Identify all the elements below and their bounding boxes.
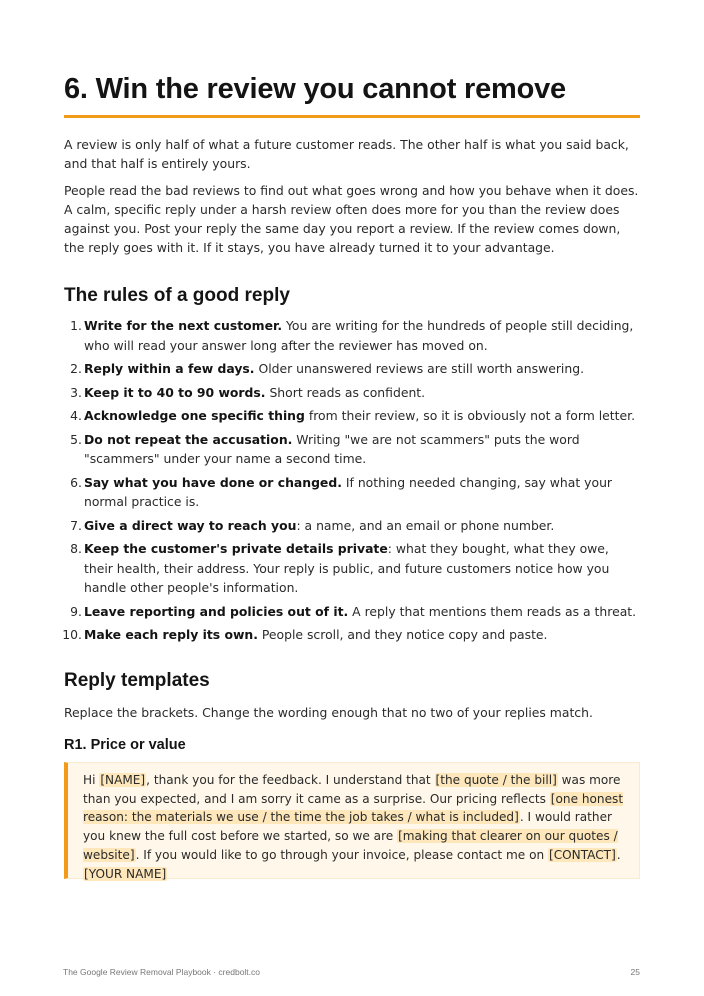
rule-number: 6. — [70, 474, 82, 490]
rule-body-text: Short reads as confident. — [265, 384, 426, 400]
rule-lead-text: Do not repeat the accusation. — [84, 431, 293, 447]
template-placeholder: [the quote / the bill] — [435, 773, 557, 787]
rule-item — [64, 383, 640, 403]
rule-body-text: : a name, and an email or phone number. — [296, 517, 555, 533]
rule-lead-text: Keep the customer's private details private — [84, 541, 388, 556]
rule-body-text: You are writing for the hundreds of people still deciding, who will read your answer long after the reviewer has moved on. — [84, 318, 634, 353]
rule-lead-text: Leave reporting and policies out of it. — [84, 603, 349, 619]
rule-item — [64, 473, 640, 512]
rule-lead-text: Make each reply its own. — [84, 627, 258, 642]
rule-item — [64, 602, 640, 622]
rule-body-text: A reply that mentions them reads as a threat. — [348, 603, 637, 619]
rule-number: 4. — [70, 408, 82, 423]
rule-lead-text: Write for the next customer. — [84, 318, 283, 333]
template-text-segment: . If you would like to go through your invoice, please contact me on — [135, 847, 548, 862]
chapter-title: 6. Win the review you cannot remove — [64, 73, 566, 105]
templates-heading: Reply templates — [64, 670, 210, 691]
title-underline-divider — [64, 115, 640, 118]
rule-body-text: from their review, so it is obviously not a form letter. — [304, 408, 636, 423]
rule-lead-text: Reply within a few days. — [84, 361, 255, 376]
template-r1-heading: R1. Price or value — [64, 737, 186, 753]
page-number: 25 — [630, 967, 640, 977]
rule-lead-text: Give a direct way to reach you — [84, 517, 297, 533]
rule-lead-text: Say what you have done or changed. — [84, 474, 342, 490]
template-placeholder: [making that clearer on our quotes / website] — [83, 829, 618, 862]
rule-number: 1. — [70, 318, 82, 333]
rule-number: 7. — [70, 517, 82, 533]
template-text-segment: , thank you for the feedback. I understand that — [146, 773, 435, 787]
template-text-segment: was more than you expected, and I am sorry it came as a surprise. Our pricing reflects — [83, 773, 621, 806]
rule-item — [64, 625, 640, 645]
template-r1-text — [83, 771, 628, 883]
templates-intro: Replace the brackets. Change the wording enough that no two of your replies match. — [64, 705, 593, 720]
template-placeholder: [one honest reason: the materials we use / the time the job takes / what is included] — [83, 791, 624, 825]
rule-body-text: : what they bought, what they owe, their health, their address. Your reply is public, and future customers notice how you handle other people's information. — [84, 541, 610, 595]
template-text-segment: . — [616, 847, 621, 862]
rule-number: 3. — [70, 384, 82, 400]
template-placeholder: [NAME] — [100, 773, 146, 787]
playbook-page — [64, 0, 640, 996]
rule-item — [64, 516, 640, 536]
rule-number: 8. — [70, 541, 82, 556]
rule-item — [64, 406, 640, 426]
intro-paragraph-1: A review is only half of what a future customer reads. The other half is what you said back, and that half is entirely yours. — [64, 137, 629, 171]
rule-body-text: Older unanswered reviews are still worth answering. — [254, 361, 585, 376]
template-r1-callout — [64, 762, 640, 879]
rule-body-text: People scroll, and they notice copy and paste. — [257, 627, 548, 642]
template-text-segment: Hi — [83, 773, 100, 787]
template-text-segment: . I would rather you knew the full cost before we started, so we are — [83, 810, 612, 844]
rule-lead-text: Keep it to 40 to 90 words. — [84, 384, 266, 400]
rule-item — [64, 359, 640, 379]
rule-number: 2. — [70, 361, 82, 376]
template-placeholder: [CONTACT] — [549, 847, 616, 862]
rule-item — [64, 316, 640, 355]
rule-number: 10. — [62, 627, 82, 642]
rule-item — [64, 430, 640, 469]
rule-body-text: Writing "we are not scammers" puts the word "scammers" under your name a second time. — [84, 431, 580, 466]
rules-heading: The rules of a good reply — [64, 285, 290, 306]
rules-list — [64, 316, 640, 649]
rule-number: 5. — [70, 431, 82, 447]
intro-paragraph-2: People read the bad reviews to find out what goes wrong and how you behave when it does. A calm, specific reply under a harsh review often does more for you than the review does against you. Post your reply the same day you report a review. If the review comes down, the reply goes with it. If it stays, you have already turned it to your advantage. — [64, 183, 639, 255]
template-placeholder: [YOUR NAME] — [84, 866, 167, 881]
rule-body-text: If nothing needed changing, say what your normal practice is. — [84, 474, 613, 509]
rule-item — [64, 539, 640, 598]
rule-number: 9. — [70, 603, 82, 619]
rule-lead-text: Acknowledge one specific thing — [84, 408, 305, 423]
footer-title: The Google Review Removal Playbook · credbolt.co — [63, 967, 261, 977]
